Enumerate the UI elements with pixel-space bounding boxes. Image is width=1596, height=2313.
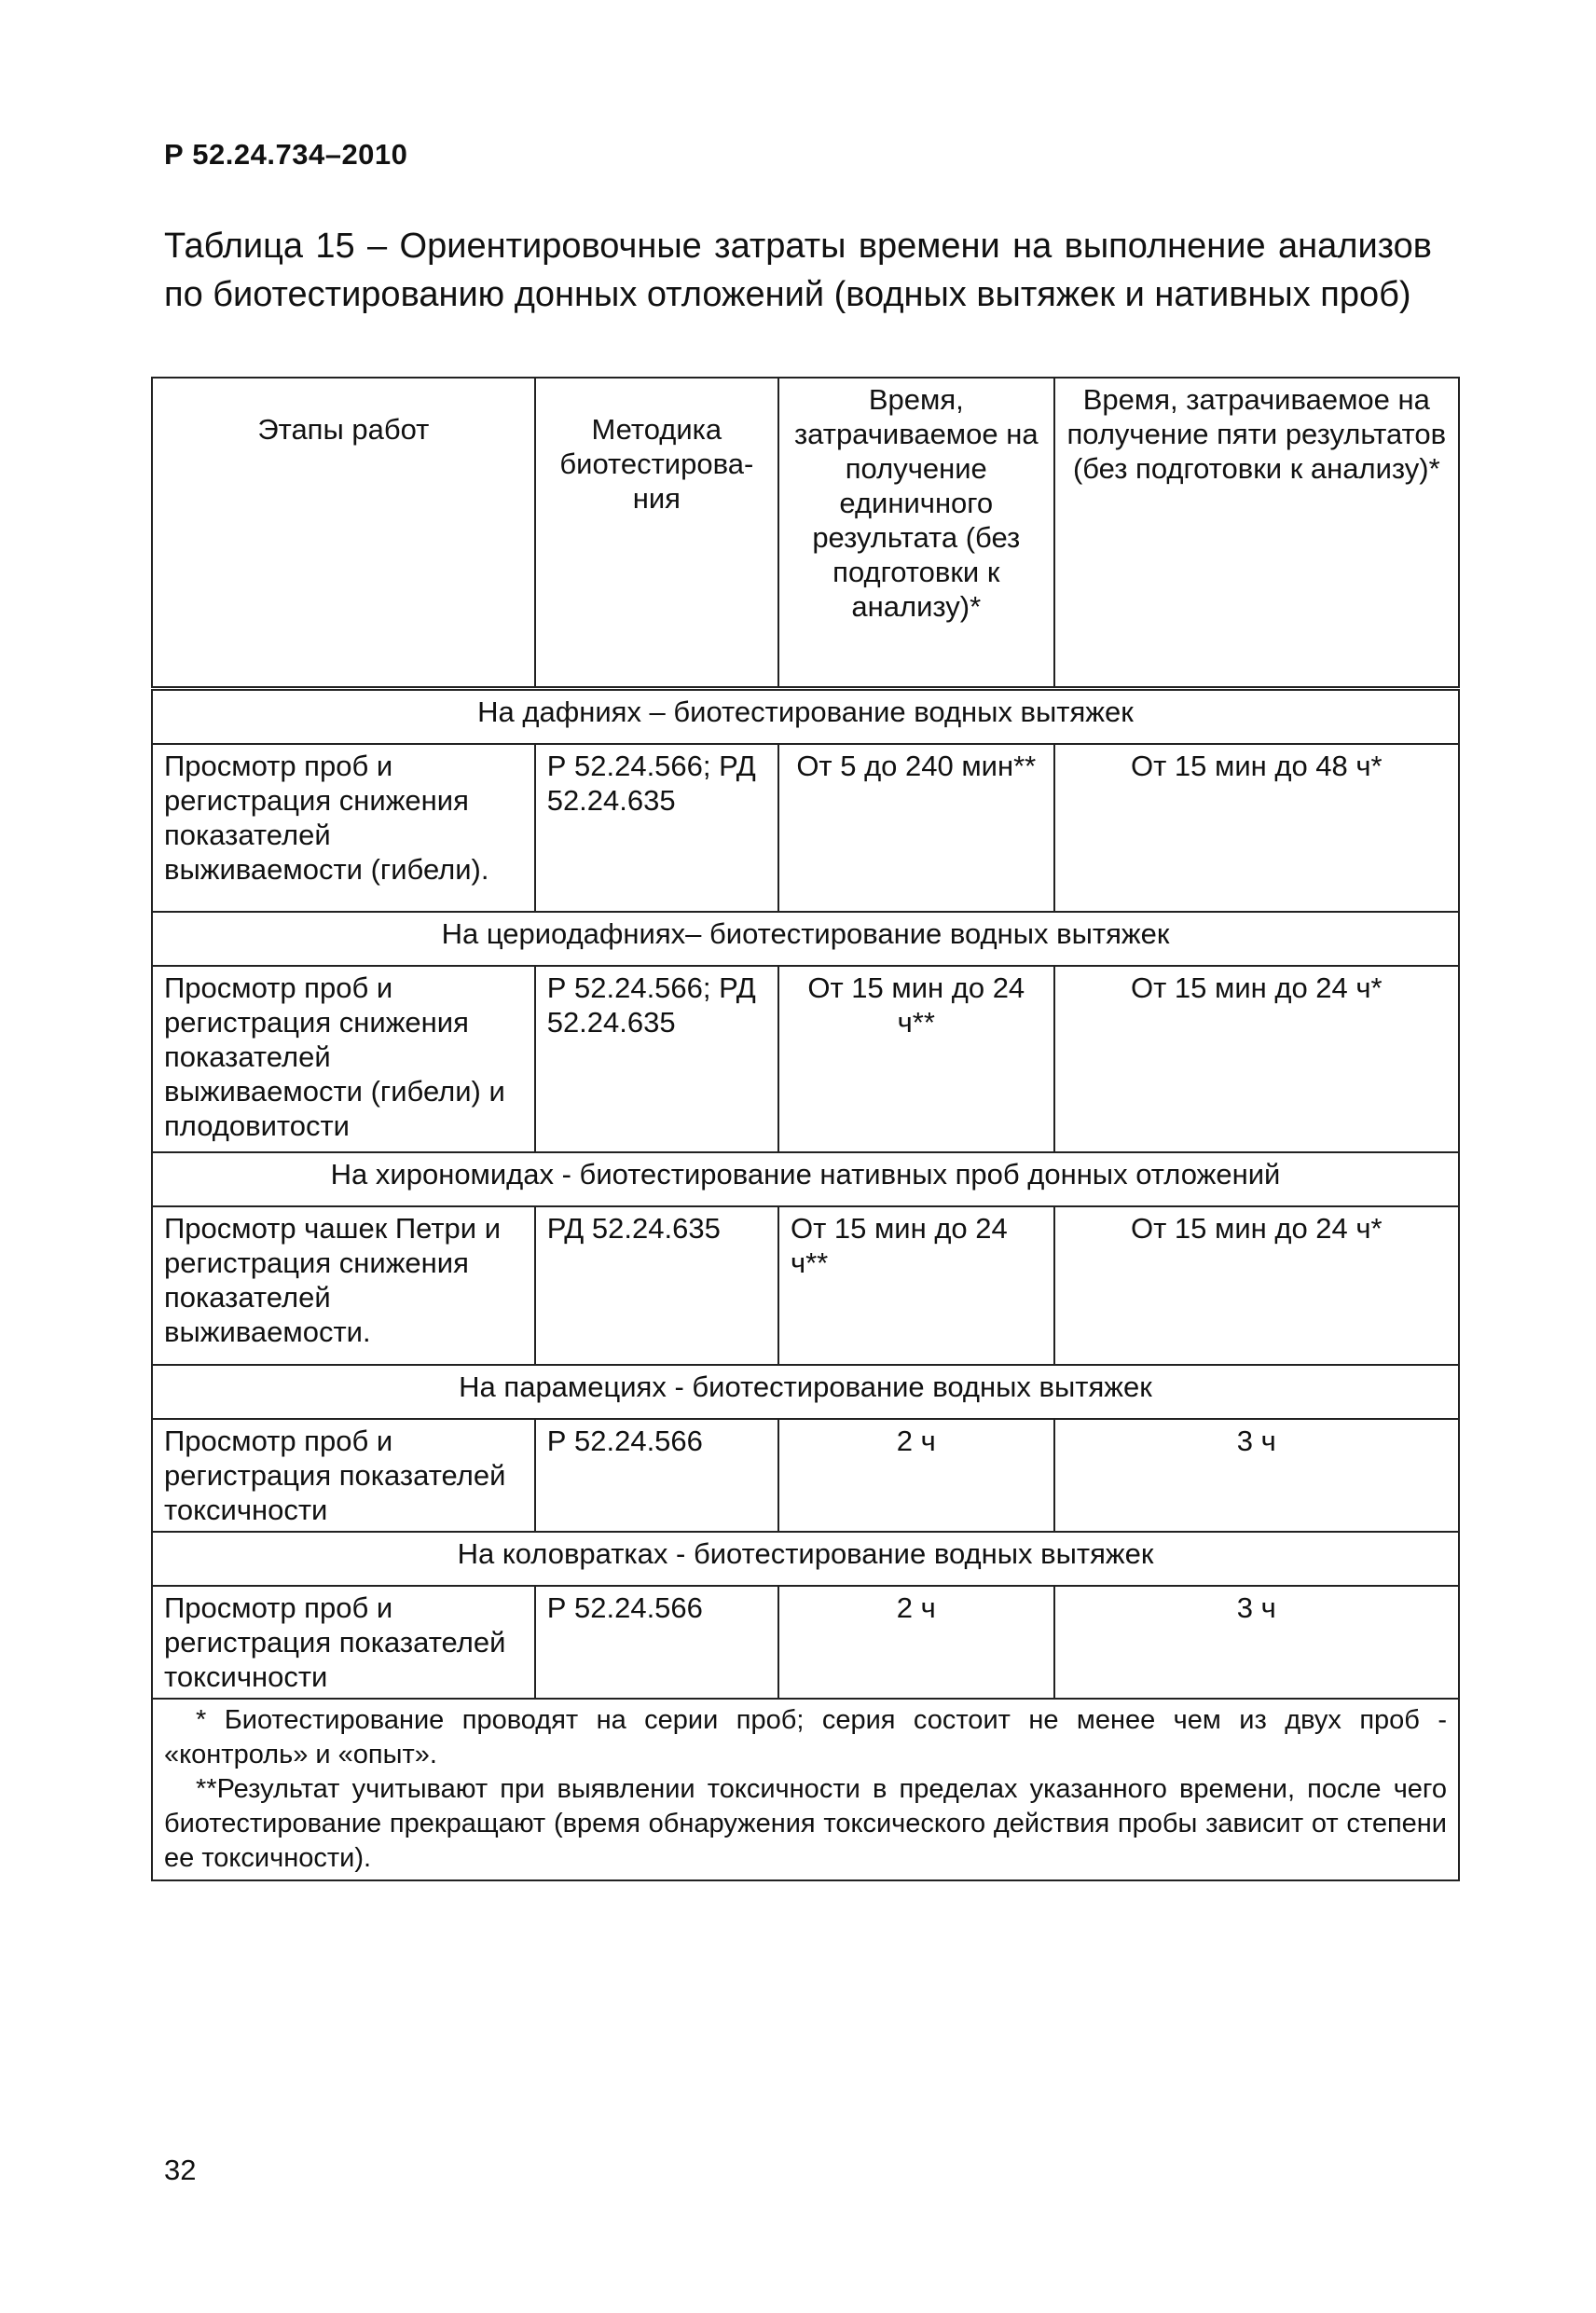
section-row-paramecia (152, 1365, 1459, 1419)
five-time-cell: От 15 мин до 24 ч* (1054, 1206, 1459, 1365)
section-title: На цериодафниях– биотестирование водных вытяжек (152, 912, 1459, 966)
table-row (152, 1419, 1459, 1532)
section-title: На коловратках - биотестирование водных вытяжек (152, 1532, 1459, 1586)
table-row (152, 966, 1459, 1152)
single-time-cell: От 5 до 240 мин** (778, 744, 1054, 912)
table-caption (164, 222, 1432, 319)
section-row-rotifers (152, 1532, 1459, 1586)
stage-cell: Просмотр проб и регистрация показателей токсичности (152, 1419, 535, 1532)
five-time-cell: От 15 мин до 48 ч* (1054, 744, 1459, 912)
column-header-method: Методика биотестирова-ния (535, 378, 778, 689)
table-header-row (152, 378, 1459, 689)
section-row-chironomids (152, 1152, 1459, 1206)
column-header-stage: Этапы работ (152, 378, 535, 689)
table-row (152, 744, 1459, 912)
method-cell: Р 52.24.566 (535, 1419, 778, 1532)
five-time-cell: От 15 мин до 24 ч* (1054, 966, 1459, 1152)
section-row-daphnia (152, 689, 1459, 745)
stage-cell: Просмотр чашек Петри и регистрация снижения показателей выживаемости. (152, 1206, 535, 1365)
document-code: Р 52.24.734–2010 (164, 138, 408, 171)
table-caption-text: Таблица 15 – Ориентировочные затраты времени на выполнение анализов по биотестированию донных отложений (водных вытяжек и нативных проб) (164, 227, 1432, 314)
time-costs-table (151, 377, 1460, 1881)
section-title: На парамециях - биотестирование водных вытяжек (152, 1365, 1459, 1419)
single-time-cell: От 15 мин до 24 ч** (778, 966, 1054, 1152)
stage-cell: Просмотр проб и регистрация показателей токсичности (152, 1586, 535, 1699)
five-time-cell: 3 ч (1054, 1586, 1459, 1699)
page-number: 32 (164, 2154, 197, 2186)
table-notes (152, 1699, 1459, 1880)
note-double-asterisk: **Результат учитывают при выявлении токсичности в пределах указанного времени, после чего биотестирование прекращают (время обнаружения токсического действия пробы зависит от степени ее токсичности). (164, 1774, 1447, 1873)
method-cell: Р 52.24.566; РД 52.24.635 (535, 744, 778, 912)
section-title: На дафниях – биотестирование водных вытяжек (152, 689, 1459, 745)
table-row (152, 1586, 1459, 1699)
table-row (152, 1206, 1459, 1365)
single-time-cell: 2 ч (778, 1586, 1054, 1699)
five-time-cell: 3 ч (1054, 1419, 1459, 1532)
stage-cell: Просмотр проб и регистрация снижения показателей выживаемости (гибели). (152, 744, 535, 912)
note-single-asterisk: * Биотестирование проводят на серии проб; серия состоит не менее чем из двух проб - «контроль» и «опыт». (164, 1705, 1447, 1769)
stage-cell: Просмотр проб и регистрация снижения показателей выживаемости (гибели) и плодовитости (152, 966, 535, 1152)
method-cell: Р 52.24.566 (535, 1586, 778, 1699)
column-header-single-result-time: Время, затрачиваемое на получение единичного результата (без подготовки к анализу)* (778, 378, 1054, 689)
section-title: На хирономидах - биотестирование нативных проб донных отложений (152, 1152, 1459, 1206)
single-time-cell: 2 ч (778, 1419, 1054, 1532)
method-cell: Р 52.24.566; РД 52.24.635 (535, 966, 778, 1152)
method-cell: РД 52.24.635 (535, 1206, 778, 1365)
table-notes-row (152, 1699, 1459, 1880)
single-time-cell: От 15 мин до 24 ч** (778, 1206, 1054, 1365)
column-header-five-results-time: Время, затрачиваемое на получение пяти результатов (без подготовки к анализу)* (1054, 378, 1459, 689)
section-row-ceriodaphnia (152, 912, 1459, 966)
